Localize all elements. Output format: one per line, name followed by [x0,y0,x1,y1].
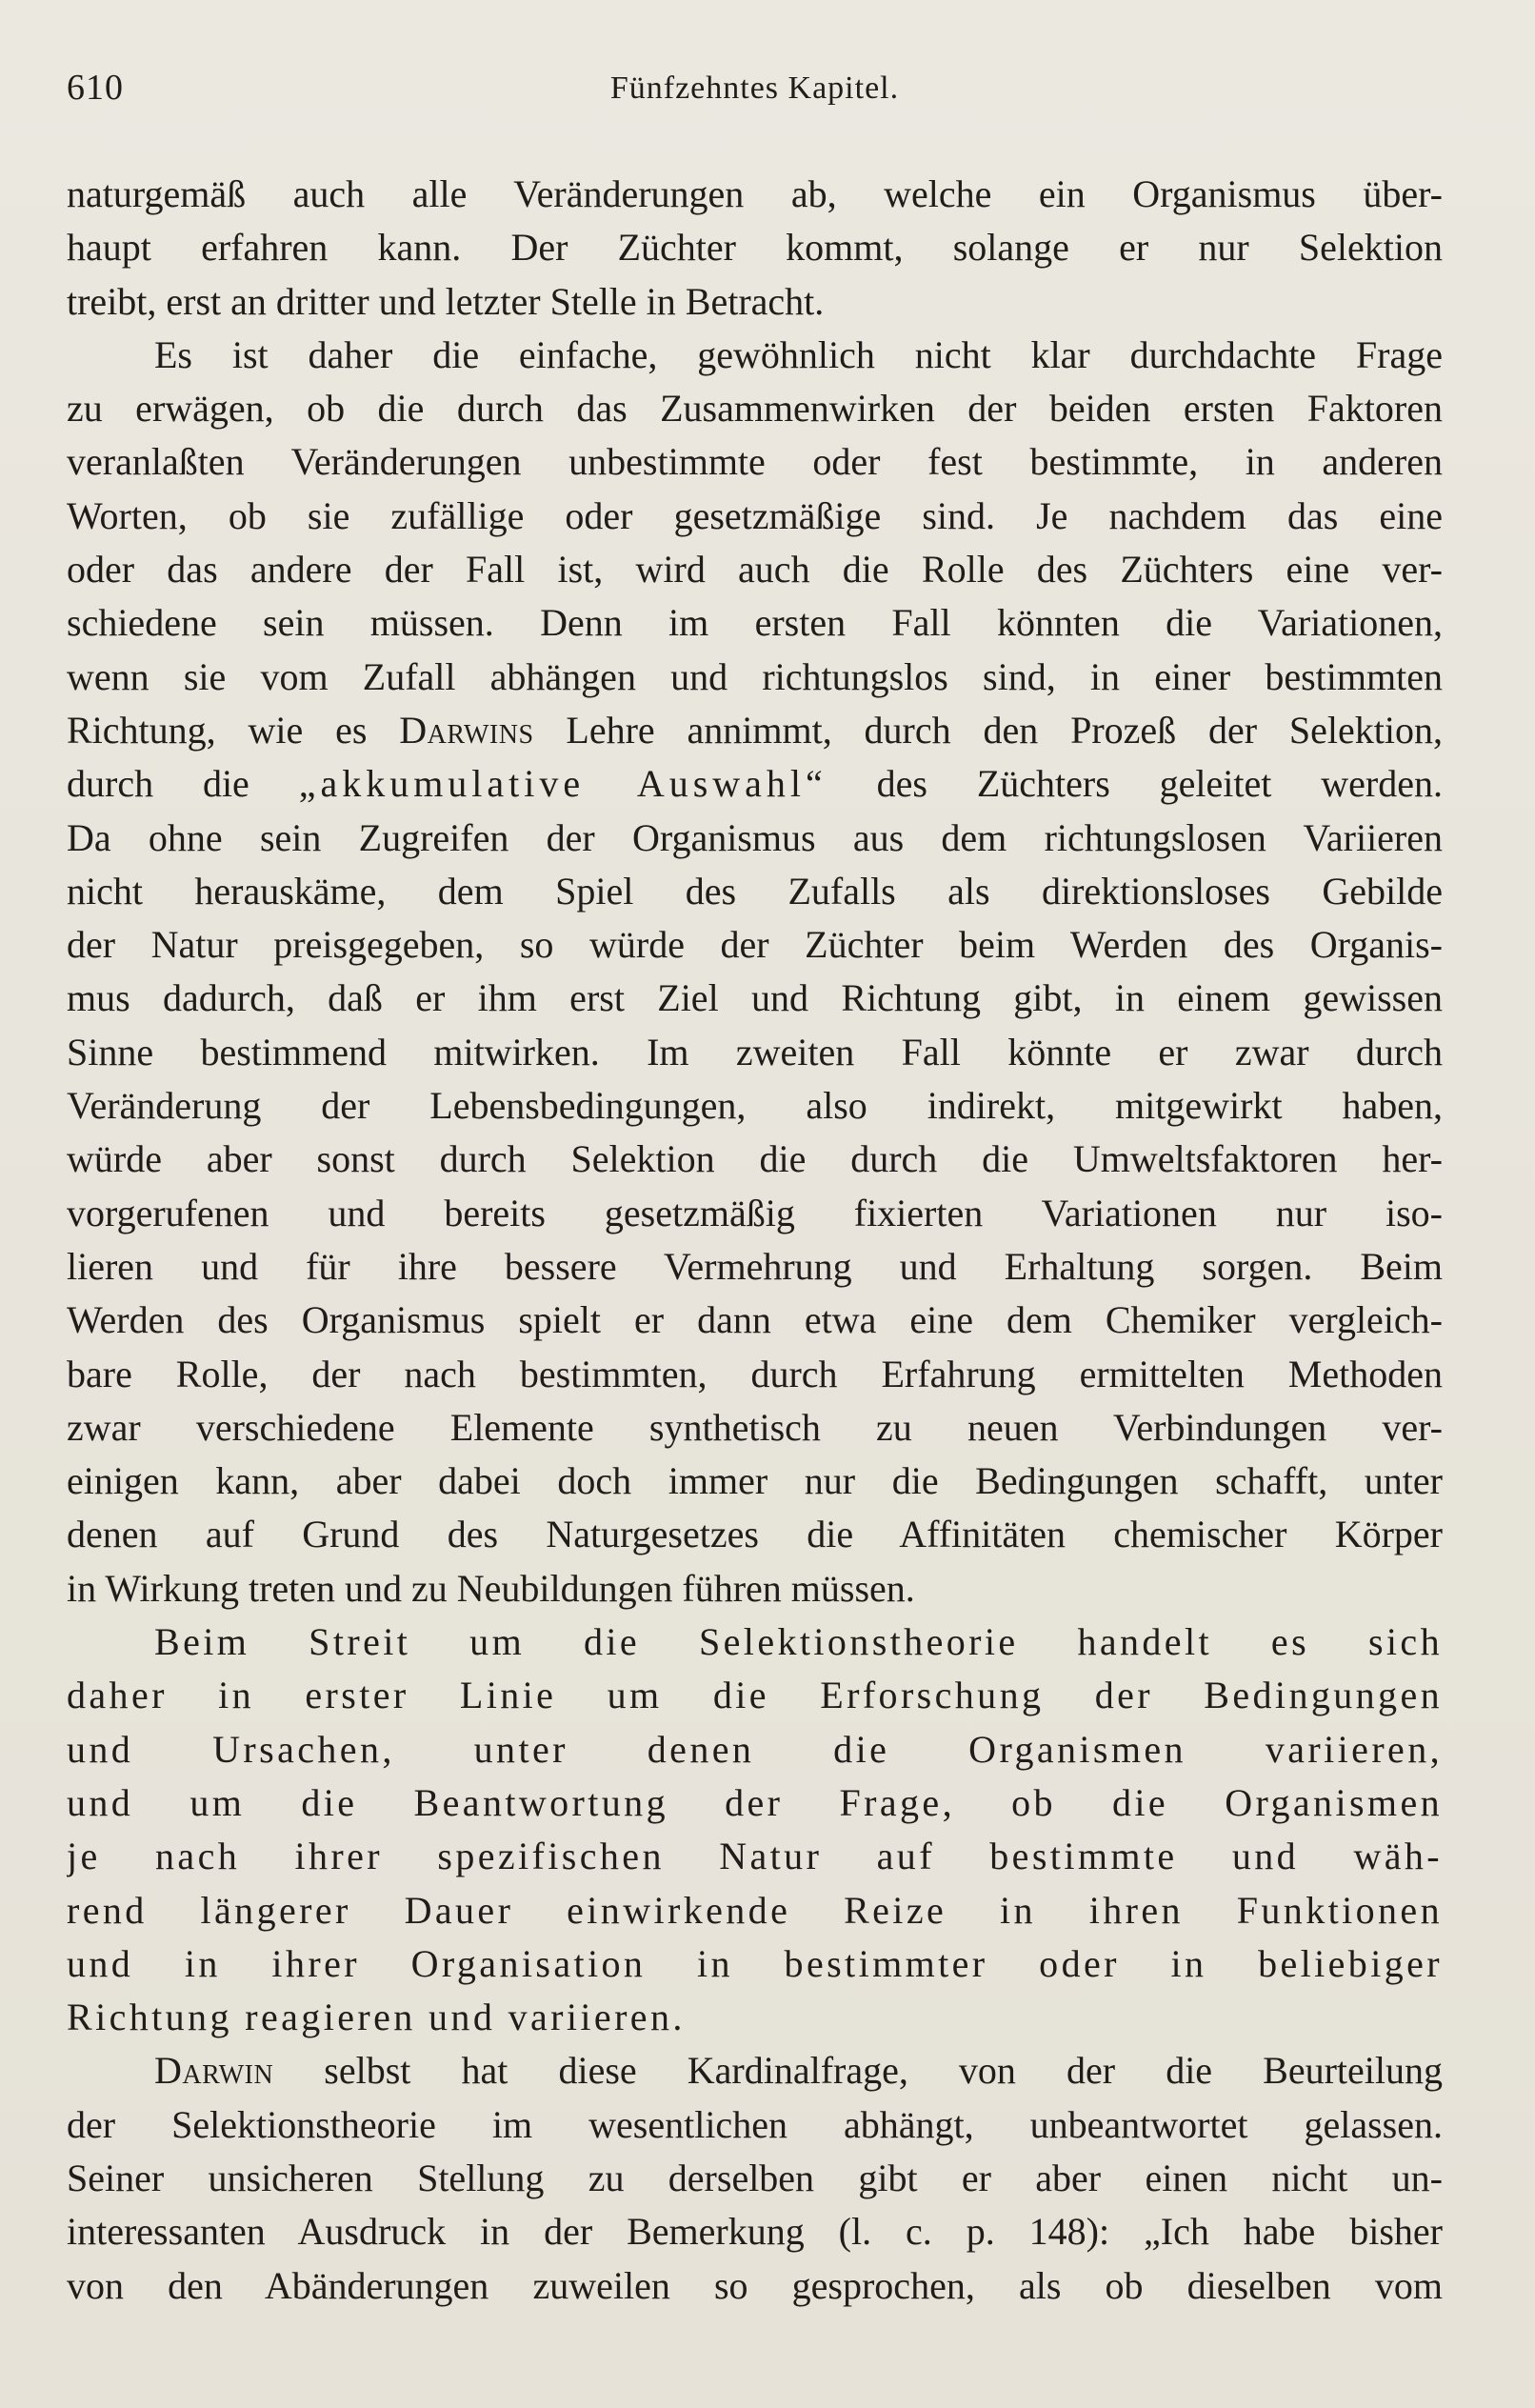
text-line [67,757,1443,811]
text-line: Worten, ob sie zufällige oder gesetzmäßige sind. Je nachdem das eine [67,493,1443,537]
text-line: Seiner unsicheren Stellung zu derselben gibt er aber einen nicht un- [67,2156,1443,2199]
text-line: nicht herauskäme, dem Spiel des Zufalls als direktionsloses Gebilde [67,869,1443,913]
text-line: haupt erfahren kann. Der Züchter kommt, solange er nur Selektion [67,226,1443,270]
author-name: Darwin [154,2049,274,2093]
text-line: lieren und für ihre bessere Vermehrung und Erhaltung sorgen. Beim [67,1244,1443,1288]
author-name: Darwins [399,708,534,752]
text-segment: des Züchters geleitet werden. [827,762,1443,806]
text-segment: selbst hat diese Kardinalfrage, von der die Beurteilung [273,2049,1443,2093]
text-segment: Richtung, wie es [67,708,400,752]
page-number: 610 [67,68,124,108]
emphasized-line: und in ihrer Organisation in bestimmter oder in beliebiger [67,1941,1443,1985]
text-line: vorgerufenen und bereits gesetzmäßig fixierten Variationen nur iso- [67,1191,1443,1234]
emphasized-line: und Ursachen, unter denen die Organismen variieren, [67,1727,1443,1771]
text-line: denen auf Grund des Naturgesetzes die Affinitäten chemischer Körper [67,1513,1443,1556]
text-line: oder das andere der Fall ist, wird auch die Rolle des Züchters eine ver- [67,548,1443,592]
text-line: würde aber sonst durch Selektion die durch die Umweltsfaktoren her- [67,1137,1443,1181]
text-line [67,704,1443,757]
emphasized-line: daher in erster Linie um die Erforschung der Bedingungen [67,1674,1443,1717]
running-head [67,67,1443,120]
text-line: bare Rolle, der nach bestimmten, durch Erfahrung ermittelten Methoden [67,1352,1443,1395]
text-line: einigen kann, aber dabei doch immer nur die Bedingungen schafft, unter [67,1459,1443,1503]
text-line: von den Abänderungen zuweilen so gesprochen, als ob dieselben vom [67,2263,1443,2307]
text-line: zu erwägen, ob die durch das Zusammenwirken der beiden ersten Faktoren [67,387,1443,431]
text-line: wenn sie vom Zufall abhängen und richtungslos sind, in einer bestimmten [67,654,1443,698]
text-line: naturgemäß auch alle Veränderungen ab, welche ein Organismus über- [67,172,1443,215]
emphasized-phrase: „akkumulative Auswahl“ [298,762,827,806]
emphasized-line: rend längerer Dauer einwirkende Reize in ihren Funktionen [67,1888,1443,1932]
text-line: interessanten Ausdruck in der Bemerkung (l. c. p. 148): „Ich habe bisher [67,2210,1443,2254]
text-segment: durch die [67,762,299,806]
text-line: treibt, erst an dritter und letzter Stelle in Betracht. [67,279,825,323]
text-line: mus dadurch, daß er ihm erst Ziel und Richtung gibt, in einem gewissen [67,976,1443,1020]
text-line: zwar verschiedene Elemente synthetisch zu neuen Verbindungen ver- [67,1405,1443,1449]
emphasized-line: und um die Beantwortung der Frage, ob die Organismen [67,1780,1443,1824]
text-line: der Natur preisgegeben, so würde der Züchter beim Werden des Organis- [67,923,1443,967]
text-line: veranlaßten Veränderungen unbestimmte oder fest bestimmte, in anderen [67,440,1443,484]
emphasized-line: je nach ihrer spezifischen Natur auf bestimmte und wäh- [67,1835,1443,1878]
text-line: der Selektionstheorie im wesentlichen abhängt, unbeantwortet gelassen. [67,2102,1443,2146]
text-line: Da ohne sein Zugreifen der Organismus aus dem richtungslosen Variieren [67,815,1443,859]
chapter-title: Fünfzehntes Kapitel. [609,70,900,106]
text-line: Es ist daher die einfache, gewöhnlich nicht klar durchdachte Frage [154,332,1443,376]
text-line: schiedene sein müssen. Denn im ersten Fall könnten die Variationen, [67,601,1443,645]
text-line: Werden des Organismus spielt er dann etwa eine dem Chemiker vergleich- [67,1298,1443,1342]
text-line: Veränderung der Lebensbedingungen, also indirekt, mitgewirkt haben, [67,1084,1443,1128]
body-text [67,168,1443,2313]
text-segment: Lehre annimmt, durch den Prozeß der Selektion, [533,708,1443,752]
emphasized-line: Richtung reagieren und variieren. [67,1996,686,2039]
text-line: in Wirkung treten und zu Neubildungen führen müssen. [67,1566,915,1610]
text-line: Sinne bestimmend mitwirken. Im zweiten Fall könnte er zwar durch [67,1030,1443,1074]
text-line [67,2044,1443,2097]
emphasized-line: Beim Streit um die Selektionstheorie handelt es sich [154,1620,1443,1664]
